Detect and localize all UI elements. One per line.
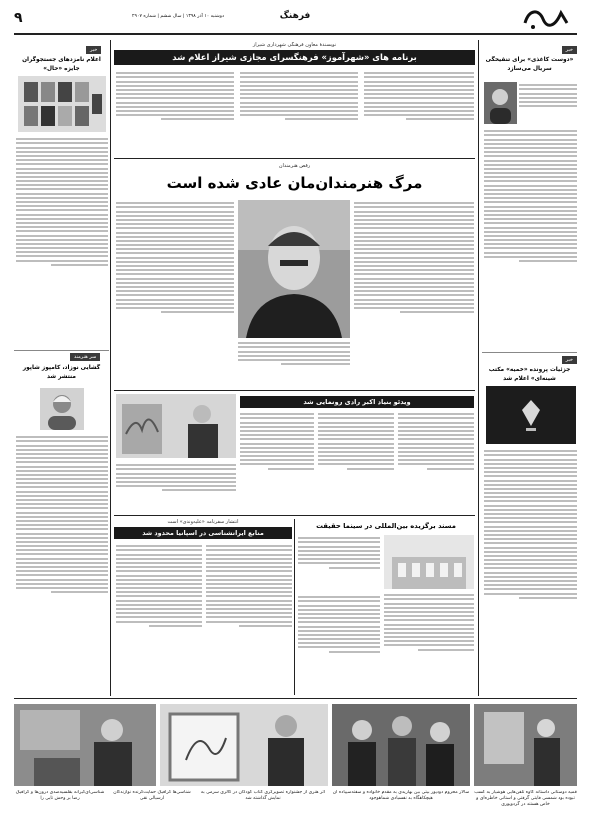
building-photo-icon xyxy=(384,535,474,589)
right-news-title xyxy=(482,56,577,74)
top-story-rule xyxy=(114,158,475,159)
ceremony-photo-icon xyxy=(116,394,236,458)
mid-story-photo xyxy=(116,394,236,458)
logo xyxy=(521,5,573,31)
issue-line: دوشنبه ۱۰ آذر ۱۳۹۸ | سال ششم | شماره ۲۹۰۷ xyxy=(132,14,224,19)
right-story2-title-text: جزئیات پرونده «خمیه» مکتب شینه‌ای» اعلام شد xyxy=(488,367,571,382)
mid-story-col-1 xyxy=(398,411,474,511)
page-number: ۹ xyxy=(14,10,23,26)
mid-story-headline: ویدئو بنیاد اکبر رادی رونمایی شد xyxy=(240,396,474,408)
gallery-photo-1 xyxy=(474,704,577,786)
lead-story-photo xyxy=(238,200,350,338)
masthead-rule xyxy=(14,33,577,35)
lead-story-col-right xyxy=(354,200,474,386)
gallery-caption-4: شناسی‌ها گرافیک حمایت‌گرنده نوازندگان ارسیالی نقی xyxy=(113,790,191,801)
lower-right-col-2 xyxy=(384,592,474,694)
top-story-headline: برنامه های «شهرآموز» فرهنگسرای مجازی شیراز اعلام شد xyxy=(114,50,475,65)
left-item-title-text: اعلام نامزدهای جستجوگران جایزه «حال» xyxy=(22,57,101,72)
gallery-caption-2: سالار محروم دودپور بیتی بین بهاریدی به مقدم خانواده و سفته‌سپیاده آن هیچکاهگاه بد نفسیادی شماهوجود xyxy=(332,790,470,801)
left-story-body xyxy=(16,434,108,694)
lower-left-col-1 xyxy=(206,543,292,693)
lower-story-divider xyxy=(294,519,295,695)
lead-story-rule xyxy=(114,390,475,391)
gallery-top-rule xyxy=(14,698,577,699)
workshop-photo-icon xyxy=(14,704,156,786)
lower-right-col-3 xyxy=(298,594,380,694)
right-news-body-a xyxy=(519,82,577,126)
portrait-icon xyxy=(484,82,517,124)
top-story-col-1 xyxy=(364,70,474,154)
masthead xyxy=(0,0,591,44)
painting-photo-icon xyxy=(474,704,577,786)
right-divider-1 xyxy=(482,352,577,353)
top-story-col-2 xyxy=(240,70,358,154)
gallery-caption-1: قمیه دوستانی داستانه کاوه تلفن‌هایی هوشیار به کسب تبوده بود شمسی فایتی گرفتی و استانی خاطره‌ای و خاص هستند در گردوپوری xyxy=(474,790,577,807)
logo-mark xyxy=(521,5,573,31)
mid-story-col-2 xyxy=(318,411,394,511)
right-story2-title xyxy=(482,366,577,384)
gallery-caption-3: اثر هنری از جشنواره تصویرگری کتاب کودکان در گالری سرمی به نمایش گذاشته شد xyxy=(200,790,326,801)
gallery-photo-2 xyxy=(332,704,470,786)
lead-story-kicker: رقص هنرمندان xyxy=(278,163,311,169)
left-story-photo xyxy=(40,388,84,430)
book-cover-icon xyxy=(486,386,576,444)
section-title: فرهنگ xyxy=(279,11,311,21)
mid-story-col-4 xyxy=(116,462,236,512)
left-column-tag: خبر xyxy=(86,46,101,54)
right-news-body-b xyxy=(484,128,577,350)
right-story2-photo xyxy=(486,386,576,444)
right-news-photo xyxy=(484,82,517,124)
top-story-col-3 xyxy=(116,70,234,154)
left-column-divider xyxy=(110,40,111,696)
gallery-photo-3 xyxy=(160,704,328,786)
lead-story-caption-body xyxy=(238,340,350,386)
top-story-kicker: نویسندهٔ معاون فرهنگی شهرداری شیراز xyxy=(252,42,337,48)
lower-left-col-2 xyxy=(116,543,202,693)
left-divider-1 xyxy=(14,350,109,351)
exhibition-photo-icon xyxy=(160,704,328,786)
left-story-title xyxy=(14,364,109,382)
lower-right-headline: مسند برگزیده بین‌المللی در سینما حقیقت xyxy=(316,522,456,530)
mid-story-col-3 xyxy=(240,411,314,511)
gallery-photo-4 xyxy=(14,704,156,786)
lower-right-photo xyxy=(384,535,474,589)
right-story2-body xyxy=(484,448,577,694)
right-news-title-text: «دوست کاغذی» برای تنقیحگی سریال می‌سازد xyxy=(485,57,574,72)
gallery-caption-5: شناسی‌ای‌گیرانه بقلسیه‌صدی درون‌ها و گرافیک رضا بر وحش تایی را xyxy=(15,790,105,801)
left-column-tag2: سر هنرمند xyxy=(70,353,100,361)
portrait-icon xyxy=(238,200,350,338)
mid-story-rule xyxy=(114,515,475,516)
right-section-tag: خبر xyxy=(562,356,577,364)
portrait-icon xyxy=(40,388,84,430)
lower-right-col-1 xyxy=(298,535,380,591)
left-books-photo xyxy=(18,76,106,132)
lead-story-headline: مرگ هنرمندان‌مان عادی شده است xyxy=(166,174,423,192)
right-column-divider xyxy=(478,40,479,696)
lower-left-kicker: انتشار سفرنامه «علیه‌وندی» است xyxy=(167,519,239,525)
left-item-title xyxy=(14,56,109,74)
books-icon xyxy=(18,76,106,132)
left-story-title-text: گشایی نوزاد، کامپوز شاپور منتشر شد xyxy=(22,365,101,380)
lead-story-col-left xyxy=(116,200,234,386)
left-item-body xyxy=(16,136,108,348)
crowd-photo-icon xyxy=(332,704,470,786)
right-column-tag: خبر xyxy=(562,46,577,54)
lower-left-headline: منابع ایرانشناسی در اسپانیا محدود شد xyxy=(114,527,292,539)
